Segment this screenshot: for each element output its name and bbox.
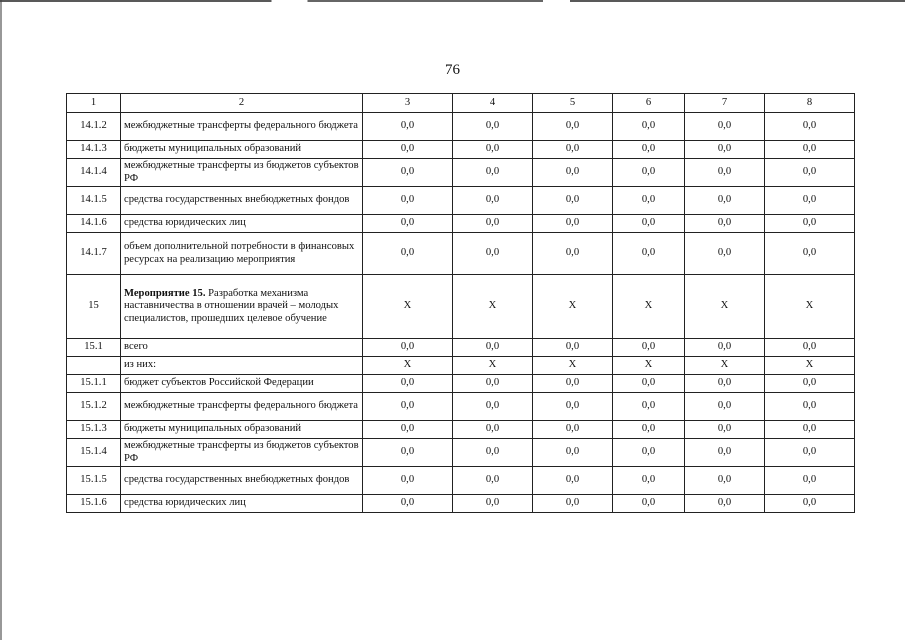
column-header: 6	[613, 94, 685, 113]
value-cell: 0,0	[765, 113, 855, 141]
value-cell: X	[685, 275, 765, 339]
value-cell: 0,0	[765, 393, 855, 421]
value-cell: 0,0	[453, 393, 533, 421]
column-header: 2	[121, 94, 363, 113]
row-description-text: Разработка механизма наставничества в отношении врачей – молодых специалистов, прошедших целевое обучение	[124, 287, 339, 324]
value-cell: 0,0	[685, 375, 765, 393]
value-cell: 0,0	[363, 439, 453, 467]
row-code	[67, 357, 121, 375]
value-cell: 0,0	[533, 439, 613, 467]
row-description-text: бюджет субъектов Российской Федерации	[124, 377, 314, 389]
row-description-text: межбюджетные трансферты из бюджетов субъектов РФ	[124, 160, 359, 184]
table-row	[67, 159, 855, 187]
budget-table	[66, 93, 855, 513]
value-cell: 0,0	[613, 393, 685, 421]
row-description-text: средства государственных внебюджетных фондов	[124, 194, 350, 206]
value-cell: 0,0	[453, 159, 533, 187]
row-description	[121, 467, 363, 495]
row-description-text: из них:	[124, 359, 157, 371]
value-cell: 0,0	[453, 339, 533, 357]
value-cell: 0,0	[765, 233, 855, 275]
value-cell: X	[613, 275, 685, 339]
value-cell: 0,0	[363, 467, 453, 495]
value-cell: 0,0	[453, 141, 533, 159]
value-cell: 0,0	[765, 159, 855, 187]
value-cell: 0,0	[363, 159, 453, 187]
row-description	[121, 495, 363, 513]
row-code: 14.1.5	[67, 187, 121, 215]
row-description-text: бюджеты муниципальных образований	[124, 143, 302, 155]
table-row	[67, 339, 855, 357]
table-row	[67, 233, 855, 275]
value-cell: 0,0	[453, 421, 533, 439]
row-code: 14.1.7	[67, 233, 121, 275]
value-cell: X	[533, 357, 613, 375]
value-cell: 0,0	[363, 233, 453, 275]
value-cell: 0,0	[765, 421, 855, 439]
table-row	[67, 275, 855, 339]
value-cell: 0,0	[533, 187, 613, 215]
value-cell: 0,0	[453, 215, 533, 233]
value-cell: X	[613, 357, 685, 375]
value-cell: 0,0	[363, 339, 453, 357]
table-row	[67, 393, 855, 421]
value-cell: 0,0	[685, 233, 765, 275]
value-cell: 0,0	[685, 215, 765, 233]
value-cell: 0,0	[613, 233, 685, 275]
value-cell: 0,0	[765, 375, 855, 393]
value-cell: 0,0	[533, 233, 613, 275]
value-cell: X	[685, 357, 765, 375]
value-cell: 0,0	[453, 495, 533, 513]
value-cell: 0,0	[533, 495, 613, 513]
row-description-text: средства юридических лиц	[124, 497, 246, 509]
value-cell: 0,0	[363, 113, 453, 141]
column-header: 5	[533, 94, 613, 113]
value-cell: 0,0	[533, 159, 613, 187]
value-cell: 0,0	[533, 467, 613, 495]
column-header: 4	[453, 94, 533, 113]
scan-edge-left	[0, 0, 2, 640]
row-code: 15.1.5	[67, 467, 121, 495]
value-cell: 0,0	[363, 421, 453, 439]
value-cell: 0,0	[685, 113, 765, 141]
value-cell: 0,0	[685, 339, 765, 357]
value-cell: 0,0	[685, 393, 765, 421]
value-cell: 0,0	[613, 439, 685, 467]
row-code: 15.1.1	[67, 375, 121, 393]
value-cell: 0,0	[685, 467, 765, 495]
table-row	[67, 439, 855, 467]
value-cell: 0,0	[765, 339, 855, 357]
value-cell: 0,0	[613, 339, 685, 357]
value-cell: X	[453, 275, 533, 339]
value-cell: 0,0	[533, 375, 613, 393]
value-cell: 0,0	[363, 375, 453, 393]
table-row	[67, 375, 855, 393]
row-description	[121, 393, 363, 421]
column-header: 8	[765, 94, 855, 113]
value-cell: 0,0	[363, 141, 453, 159]
value-cell: 0,0	[613, 495, 685, 513]
value-cell: X	[453, 357, 533, 375]
row-description	[121, 357, 363, 375]
value-cell: 0,0	[533, 421, 613, 439]
table-row	[67, 187, 855, 215]
row-description-text: межбюджетные трансферты федерального бюджета	[124, 400, 358, 412]
row-code: 15.1.4	[67, 439, 121, 467]
row-description	[121, 141, 363, 159]
value-cell: 0,0	[685, 495, 765, 513]
value-cell: 0,0	[453, 375, 533, 393]
table-row	[67, 421, 855, 439]
value-cell: 0,0	[363, 393, 453, 421]
value-cell: 0,0	[613, 421, 685, 439]
row-description	[121, 439, 363, 467]
value-cell: 0,0	[613, 141, 685, 159]
row-description	[121, 187, 363, 215]
row-code: 15.1.6	[67, 495, 121, 513]
row-description	[121, 339, 363, 357]
table-row	[67, 495, 855, 513]
row-description-text: межбюджетные трансферты из бюджетов субъектов РФ	[124, 440, 359, 464]
table-row	[67, 467, 855, 495]
row-description	[121, 421, 363, 439]
value-cell: 0,0	[453, 113, 533, 141]
row-description-text: бюджеты муниципальных образований	[124, 423, 302, 435]
row-description-text: объем дополнительной потребности в финансовых ресурсах на реализацию мероприятия	[124, 241, 355, 265]
header-row	[67, 94, 855, 113]
value-cell: 0,0	[533, 215, 613, 233]
column-header: 7	[685, 94, 765, 113]
row-description	[121, 159, 363, 187]
value-cell: 0,0	[363, 215, 453, 233]
value-cell: 0,0	[765, 467, 855, 495]
scan-edge-top	[0, 0, 905, 2]
value-cell: 0,0	[363, 495, 453, 513]
value-cell: 0,0	[685, 159, 765, 187]
row-code: 15.1	[67, 339, 121, 357]
value-cell: 0,0	[685, 141, 765, 159]
column-header: 1	[67, 94, 121, 113]
value-cell: X	[363, 275, 453, 339]
row-description	[121, 113, 363, 141]
value-cell: 0,0	[765, 141, 855, 159]
row-description	[121, 215, 363, 233]
value-cell: X	[765, 275, 855, 339]
value-cell: X	[363, 357, 453, 375]
value-cell: 0,0	[685, 421, 765, 439]
row-code: 15.1.2	[67, 393, 121, 421]
table-row	[67, 113, 855, 141]
value-cell: 0,0	[533, 339, 613, 357]
value-cell: 0,0	[765, 215, 855, 233]
value-cell: 0,0	[533, 113, 613, 141]
column-header: 3	[363, 94, 453, 113]
value-cell: 0,0	[453, 233, 533, 275]
value-cell: 0,0	[613, 375, 685, 393]
value-cell: 0,0	[613, 467, 685, 495]
row-description-text: средства юридических лиц	[124, 217, 246, 229]
page-number: 76	[445, 62, 460, 78]
value-cell: 0,0	[685, 439, 765, 467]
row-code: 15.1.3	[67, 421, 121, 439]
value-cell: X	[533, 275, 613, 339]
value-cell: 0,0	[765, 187, 855, 215]
value-cell: 0,0	[533, 141, 613, 159]
value-cell: 0,0	[533, 393, 613, 421]
value-cell: 0,0	[453, 187, 533, 215]
row-code: 14.1.2	[67, 113, 121, 141]
value-cell: 0,0	[613, 113, 685, 141]
value-cell: 0,0	[453, 467, 533, 495]
value-cell: 0,0	[765, 495, 855, 513]
table-row	[67, 141, 855, 159]
row-description-text: всего	[124, 341, 148, 353]
row-code: 14.1.6	[67, 215, 121, 233]
value-cell: X	[765, 357, 855, 375]
value-cell: 0,0	[453, 439, 533, 467]
row-description	[121, 375, 363, 393]
value-cell: 0,0	[613, 187, 685, 215]
row-description-lead: Мероприятие 15.	[124, 287, 206, 299]
row-description	[121, 233, 363, 275]
value-cell: 0,0	[613, 159, 685, 187]
value-cell: 0,0	[363, 187, 453, 215]
table-row	[67, 357, 855, 375]
row-code: 15	[67, 275, 121, 339]
row-code: 14.1.4	[67, 159, 121, 187]
value-cell: 0,0	[765, 439, 855, 467]
row-description-text: средства государственных внебюджетных фондов	[124, 474, 350, 486]
row-description	[121, 275, 363, 339]
value-cell: 0,0	[613, 215, 685, 233]
table-row	[67, 215, 855, 233]
row-description-text: межбюджетные трансферты федерального бюджета	[124, 120, 358, 132]
value-cell: 0,0	[685, 187, 765, 215]
row-code: 14.1.3	[67, 141, 121, 159]
